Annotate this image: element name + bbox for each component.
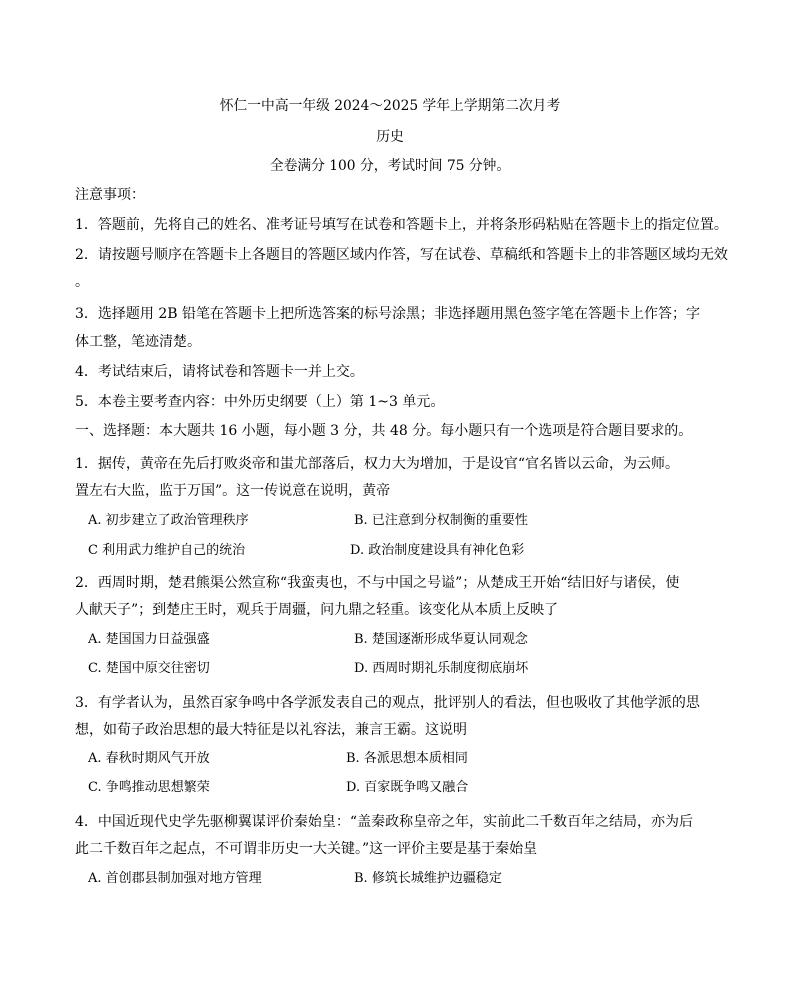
exam-info: 全卷满分 100 分，考试时间 75 分钟。	[269, 158, 511, 174]
notice-heading: 注意事项：	[75, 187, 145, 203]
question-2-line1: 2．西周时期，楚君熊渠公然宣称“我蛮夷也，不与中国之号谥”；从楚成王开始“结旧好与诸侯，使	[75, 575, 680, 591]
section-heading: 一、选择题：本大题共 16 小题，每小题 3 分，共 48 分。每小题只有一个选项是符合题目要求的。	[75, 423, 693, 439]
question-2-option-d: D. 西周时期礼乐制度彻底崩坏	[354, 661, 529, 676]
notice-item-2-line1: 2．请按题号顺序在答题卡上各题目的答题区域内作答，写在试卷、草稿纸和答题卡上的非答题区域均无效	[75, 247, 728, 263]
exam-title: 怀仁一中高一年级 2024～2025 学年上学期第二次月考	[219, 98, 561, 114]
question-1-option-d: D. 政治制度建设具有神化色彩	[350, 543, 525, 558]
notice-item-2-line2: 。	[75, 274, 89, 290]
question-1-line1: 1．据传，黄帝在先后打败炎帝和蚩尤部落后，权力大为增加，于是设官“官名皆以云命，为云师。	[75, 456, 680, 472]
question-4-line2: 此二千数百年之起点，不可谓非历史一大关键。”这一评价主要是基于秦始皇	[75, 841, 538, 857]
question-1-option-c: C 利用武力维护自己的统治	[88, 543, 246, 558]
question-2-option-c: C. 楚国中原交往密切	[88, 661, 210, 676]
question-2-option-a: A. 楚国国力日益强盛	[88, 632, 210, 647]
question-3-option-c: C. 争鸣推动思想繁荣	[88, 780, 210, 795]
notice-item-3-line1: 3．选择题用 2B 铅笔在答题卡上把所选答案的标号涂黑；非选择题用黑色签字笔在答题卡上作答；字	[75, 306, 701, 322]
question-3-option-a: A. 春秋时期风气开放	[88, 751, 210, 766]
question-3-option-b: B. 各派思想本质相同	[346, 751, 468, 766]
question-1-option-a: A. 初步建立了政治管理秩序	[88, 513, 249, 528]
notice-item-1: 1．答题前，先将自己的姓名、准考证号填写在试卷和答题卡上，并将条形码粘贴在答题卡上的指定位置。	[75, 217, 728, 233]
exam-subject: 历史	[376, 129, 404, 145]
notice-item-3-line2: 体工整，笔迹清楚。	[75, 334, 201, 350]
question-1-line2: 置左右大监，监于万国”。这一传说意在说明，黄帝	[75, 483, 391, 499]
question-3-line2: 想，如荀子政治思想的最大特征是以礼容法，兼言王霸。这说明	[75, 722, 467, 738]
question-2-option-b: B. 楚国逐渐形成华夏认同观念	[354, 632, 528, 647]
notice-item-5: 5．本卷主要考查内容：中外历史纲要（上）第 1~3 单元。	[75, 394, 445, 410]
question-4-option-a: A. 首创郡县制加强对地方管理	[88, 871, 262, 886]
question-3-option-d: D. 百家既争鸣又融合	[346, 780, 469, 795]
question-2-line2: 人献天子”；到楚庄王时，观兵于周疆，问九鼎之轻重。该变化从本质上反映了	[75, 602, 559, 618]
question-3-line1: 3．有学者认为，虽然百家争鸣中各学派发表自己的观点，批评别人的看法，但也吸收了其他学派的思	[75, 695, 700, 711]
notice-item-4: 4．考试结束后，请将试卷和答题卡一并上交。	[75, 364, 364, 380]
question-4-line1: 4．中国近现代史学先驱柳翼谋评价秦始皇：“盖秦政称皇帝之年，实前此二千数百年之结局，亦为后	[75, 814, 694, 830]
question-4-option-b: B. 修筑长城维护边疆稳定	[354, 871, 502, 886]
question-1-option-b: B. 已注意到分权制衡的重要性	[354, 513, 528, 528]
